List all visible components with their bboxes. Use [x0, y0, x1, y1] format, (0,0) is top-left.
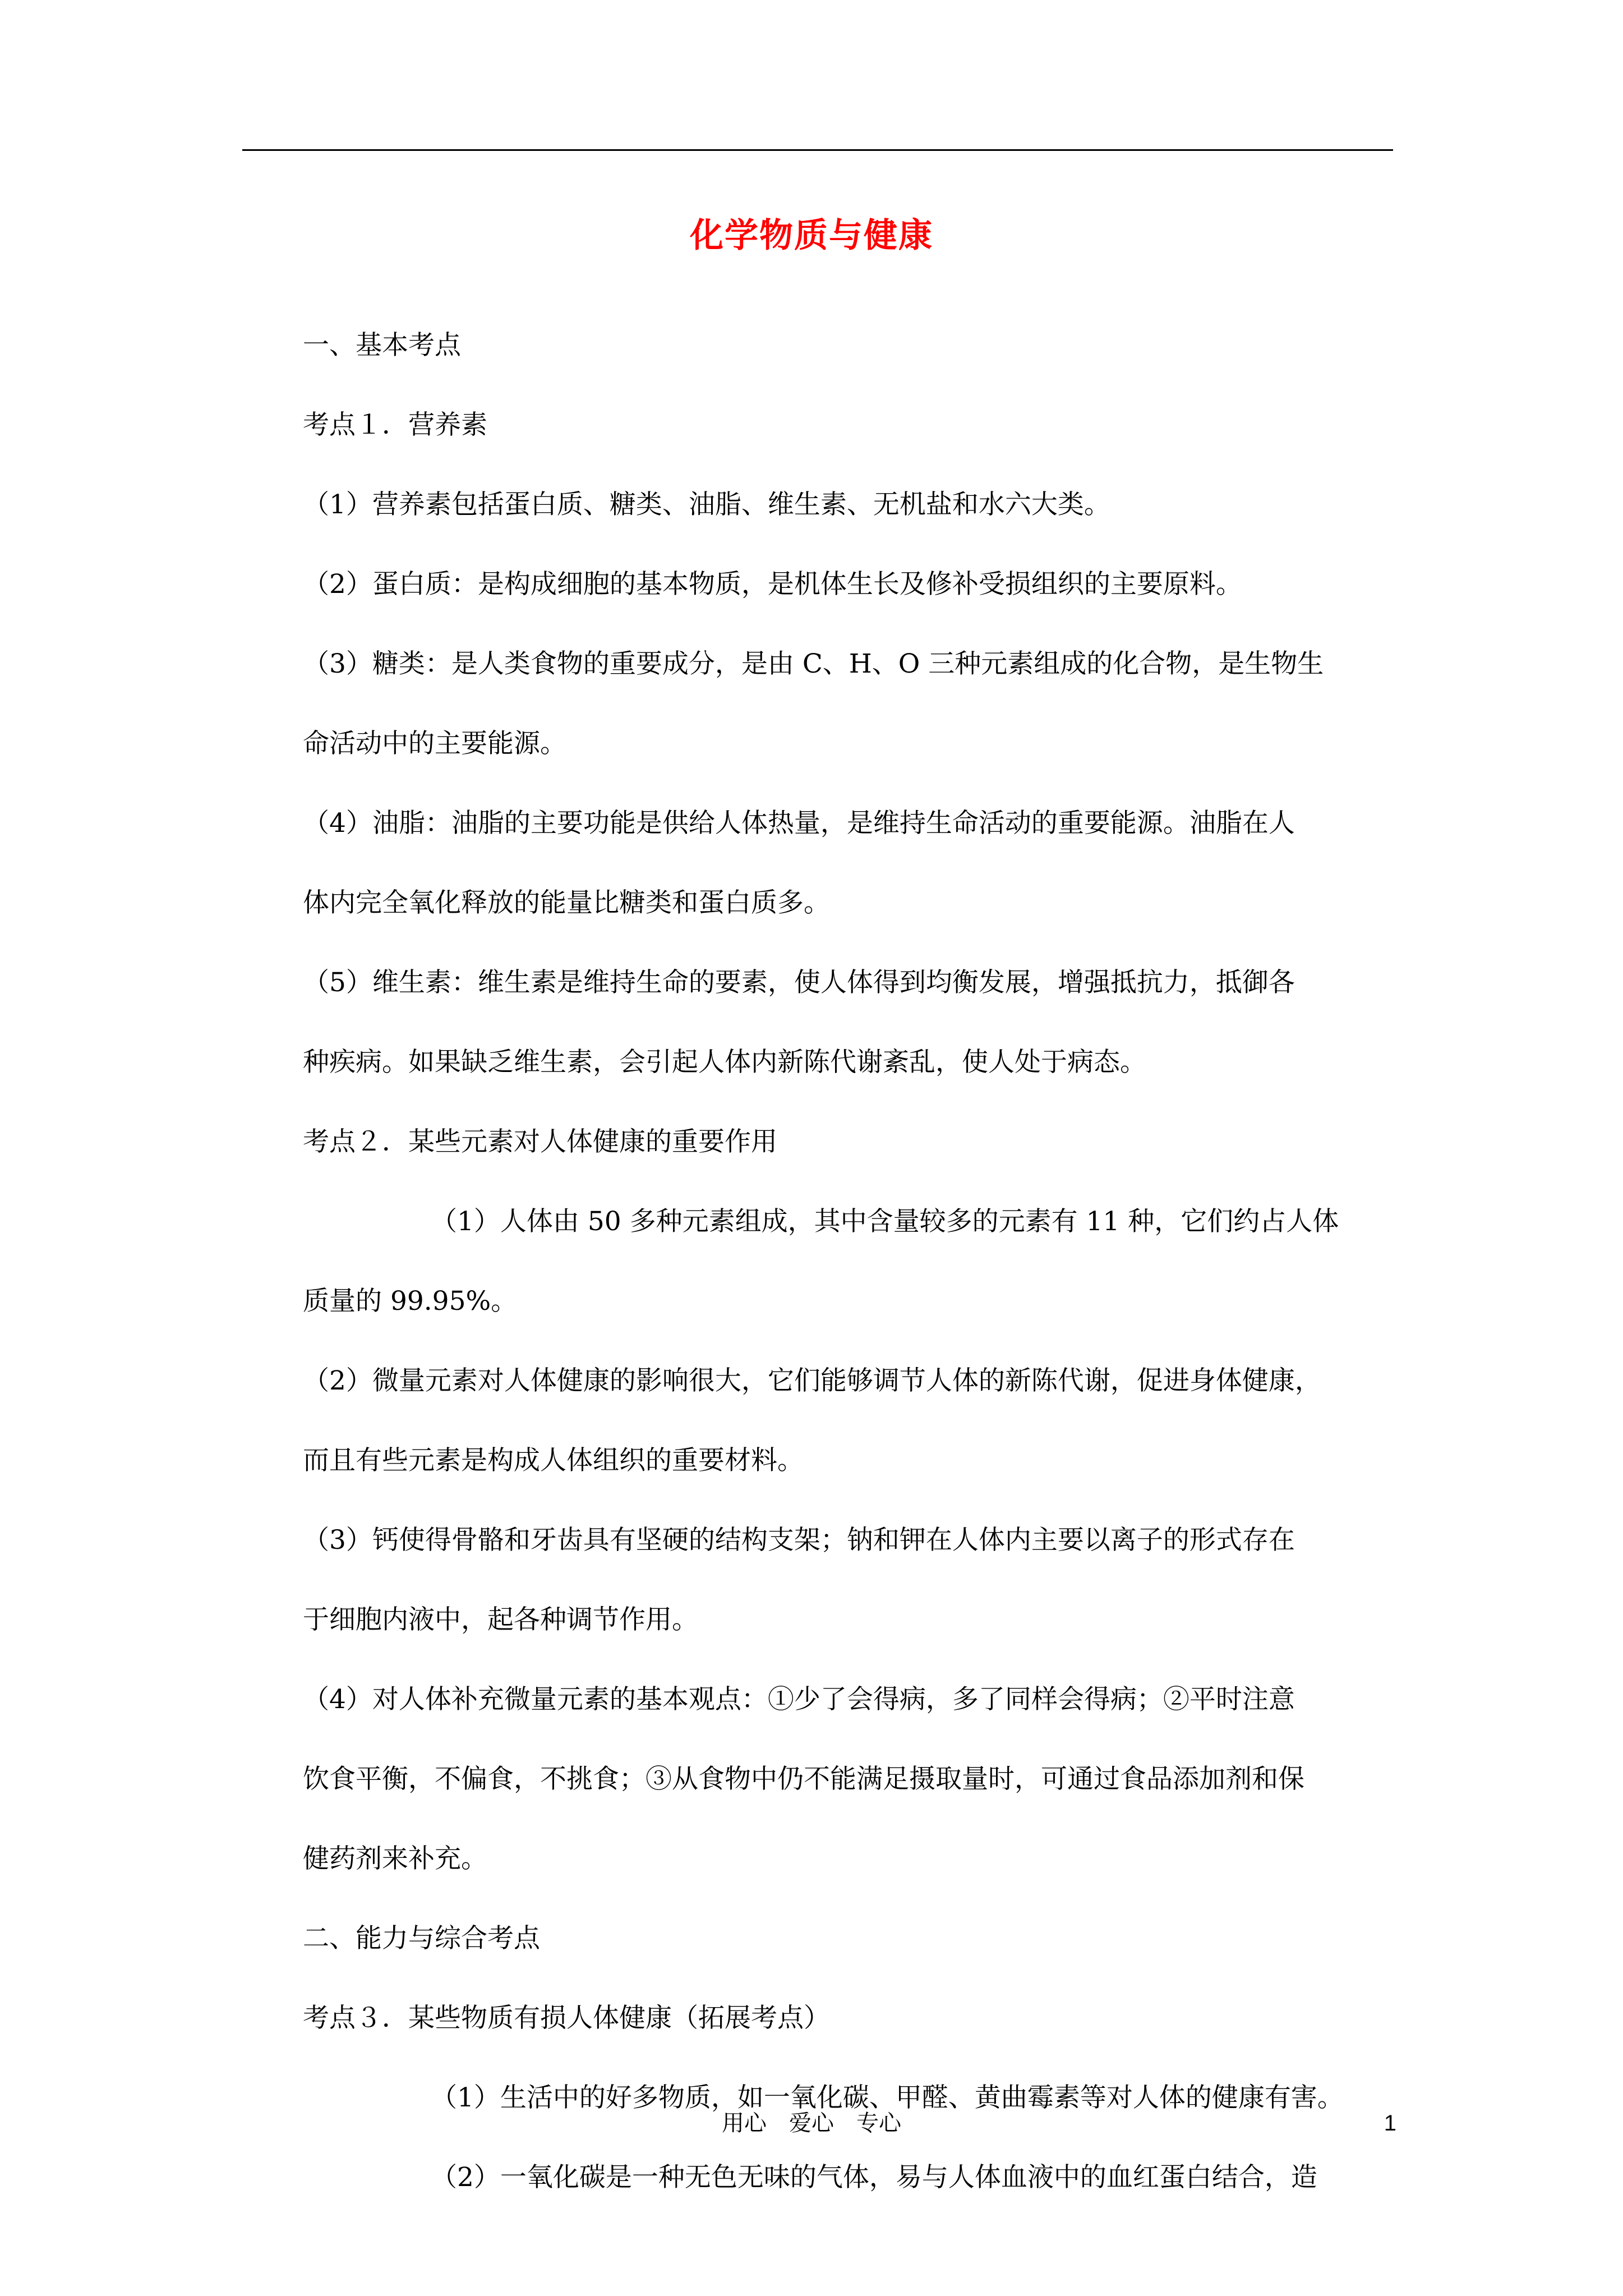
paragraph-line: （3）糖类：是人类食物的重要成分，是由 C、H、O 三种元素组成的化合物，是生物生	[303, 648, 1324, 679]
topic-heading: 考点３．某些物质有损人体健康（拓展考点）	[303, 2003, 830, 2033]
paragraph-line: 种疾病。如果缺乏维生素，会引起人体内新陈代谢紊乱，使人处于病态。	[303, 1047, 1146, 1078]
paragraph-line: （4）对人体补充微量元素的基本观点：①少了会得病，多了同样会得病；②平时注意	[303, 1684, 1295, 1715]
paragraph-line: （2）微量元素对人体健康的影响很大，它们能够调节人体的新陈代谢，促进身体健康，	[303, 1365, 1321, 1396]
topic-heading: 考点２．某些元素对人体健康的重要作用	[303, 1126, 777, 1157]
paragraph-line: （1）人体由 50 多种元素组成，其中含量较多的元素有 11 种，它们约占人体	[431, 1206, 1339, 1237]
document-body	[303, 306, 1393, 2217]
paragraph-line: 健药剂来补充。	[303, 1843, 487, 1874]
section-heading: 一、基本考点	[303, 330, 461, 361]
footer-motto: 用心 爱心 专心	[722, 2110, 901, 2136]
topic-heading: 考点１．营养素	[303, 409, 487, 440]
header-rule	[242, 149, 1393, 151]
paragraph-line: 体内完全氧化释放的能量比糖类和蛋白质多。	[303, 887, 830, 918]
page-number: 1	[1384, 2111, 1396, 2136]
paragraph-line: 于细胞内液中，起各种调节作用。	[303, 1604, 698, 1635]
paragraph-line: （4）油脂：油脂的主要功能是供给人体热量，是维持生命活动的重要能源。油脂在人	[303, 808, 1295, 839]
section-heading: 二、能力与综合考点	[303, 1923, 540, 1954]
paragraph-line: （2）一氧化碳是一种无色无味的气体，易与人体血液中的血红蛋白结合，造	[431, 2162, 1317, 2193]
paragraph-line: 命活动中的主要能源。	[303, 728, 566, 759]
paragraph-line: （2）蛋白质：是构成细胞的基本物质，是机体生长及修补受损组织的主要原料。	[303, 569, 1242, 600]
paragraph-line: （5）维生素：维生素是维持生命的要素，使人体得到均衡发展，增强抵抗力，抵御各	[303, 967, 1295, 998]
paragraph-line: 而且有些元素是构成人体组织的重要材料。	[303, 1445, 804, 1476]
paragraph-line: （3）钙使得骨骼和牙齿具有坚硬的结构支架；钠和钾在人体内主要以离子的形式存在	[303, 1525, 1295, 1556]
paragraph-line: 质量的 99.95%。	[303, 1286, 518, 1317]
paragraph-line: （1）营养素包括蛋白质、糖类、油脂、维生素、无机盐和水六大类。	[303, 489, 1110, 520]
page-title: 化学物质与健康	[690, 216, 933, 255]
paragraph-line: 饮食平衡，不偏食，不挑食；③从食物中仍不能满足摄取量时，可通过食品添加剂和保	[303, 1764, 1304, 1795]
paragraph-line: （1）生活中的好多物质，如一氧化碳、甲醛、黄曲霉素等对人体的健康有害。	[431, 2082, 1344, 2113]
